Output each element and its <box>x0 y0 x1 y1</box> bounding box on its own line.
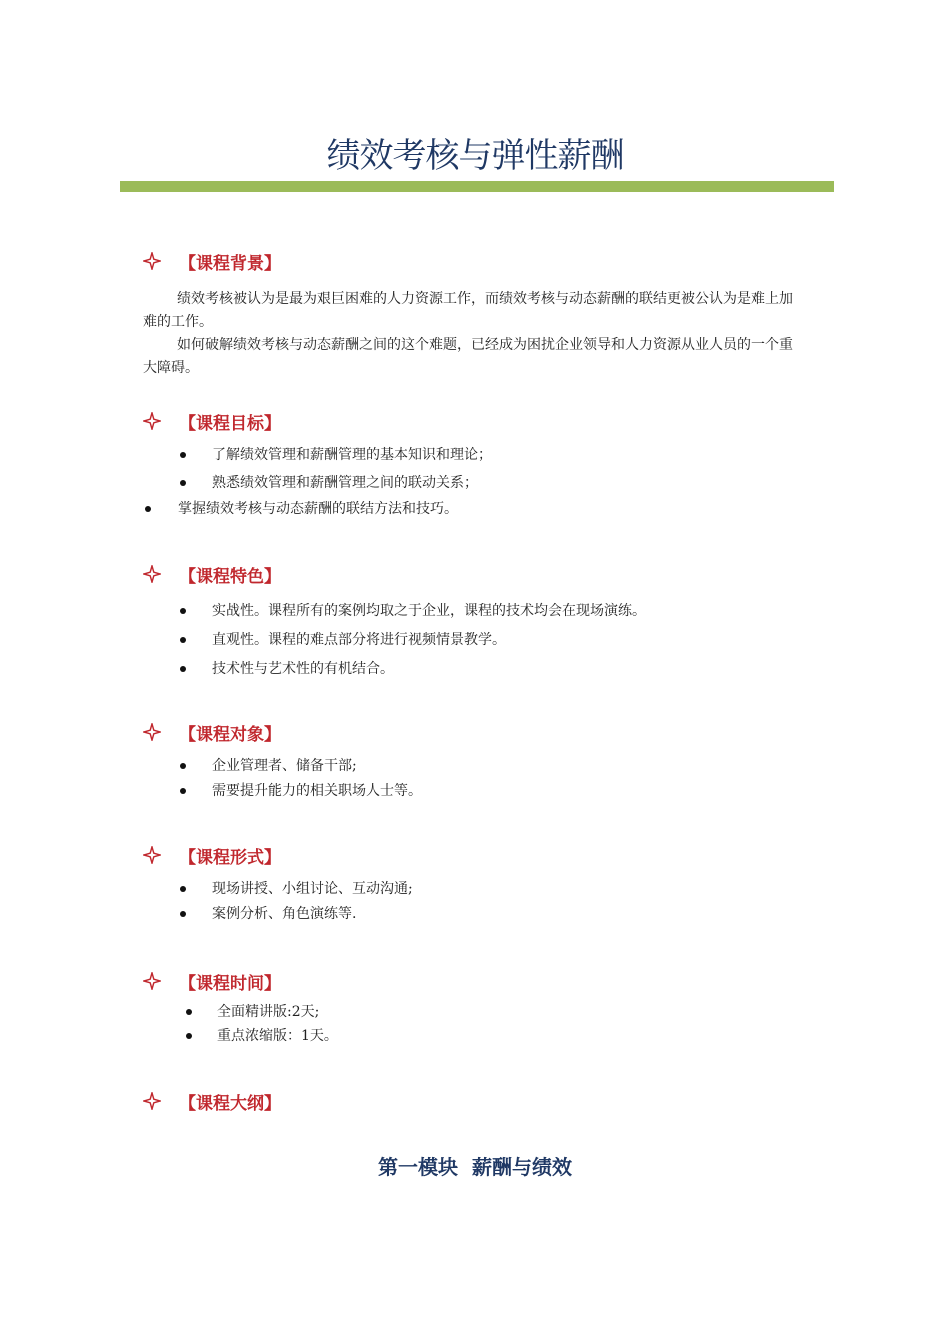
section-heading-background <box>143 249 281 273</box>
bullet-icon <box>180 637 186 643</box>
section-heading-label: 【课程对象】 <box>179 724 281 745</box>
page-title: 绩效考核与弹性薪酬 <box>326 136 624 176</box>
list-item: 全面精讲版:2天; <box>186 1009 192 1015</box>
module-number: 第一模块 <box>378 1155 458 1179</box>
four-point-star-icon <box>143 412 161 430</box>
four-point-star-icon <box>143 252 161 270</box>
list-item: 掌握绩效考核与动态薪酬的联结方法和技巧。 <box>145 506 151 512</box>
bullet-icon <box>145 506 151 512</box>
bullet-icon <box>180 608 186 614</box>
bullet-icon <box>186 1009 192 1015</box>
section-heading-label: 【课程背景】 <box>179 253 281 274</box>
section-heading-features <box>143 562 281 586</box>
paragraph: 绩效考核被认为是最为艰巨困难的人力资源工作，而绩效考核与动态薪酬的联结更被公认为是难上加难的工作。 <box>143 291 793 330</box>
module-name: 薪酬与绩效 <box>472 1155 572 1179</box>
list-item: 熟悉绩效管理和薪酬管理之间的联动关系； <box>180 480 186 486</box>
bullet-icon <box>180 452 186 458</box>
list-item: 企业管理者、储备干部; <box>180 763 186 769</box>
list-item: 需要提升能力的相关职场人士等。 <box>180 788 186 794</box>
bullet-icon <box>180 911 186 917</box>
bullet-icon <box>180 763 186 769</box>
section-heading-outline <box>143 1089 281 1113</box>
section-heading-duration <box>143 969 281 993</box>
bullet-icon <box>180 788 186 794</box>
list-item: 重点浓缩版：1天。 <box>186 1033 192 1039</box>
bullet-icon <box>186 1033 192 1039</box>
title-divider-bar <box>120 181 834 192</box>
bullet-icon <box>180 480 186 486</box>
section-heading-audience <box>143 720 281 744</box>
list-item: 现场讲授、小组讨论、互动沟通; <box>180 886 186 892</box>
four-point-star-icon <box>143 723 161 741</box>
section-heading-label: 【课程特色】 <box>179 566 281 587</box>
module-heading <box>0 1151 950 1180</box>
section-heading-format <box>143 843 281 867</box>
bullet-icon <box>180 886 186 892</box>
four-point-star-icon <box>143 972 161 990</box>
list-item: 了解绩效管理和薪酬管理的基本知识和理论； <box>180 452 186 458</box>
four-point-star-icon <box>143 1092 161 1110</box>
section-heading-label: 【课程大纲】 <box>179 1093 281 1114</box>
section-heading-label: 【课程时间】 <box>179 973 281 994</box>
bullet-icon <box>180 666 186 672</box>
list-item: 案例分析、角色演练等. <box>180 911 186 917</box>
paragraph: 如何破解绩效考核与动态薪酬之间的这个难题，已经成为困扰企业领导和人力资源从业人员的一个重大障碍。 <box>143 337 793 376</box>
background-text <box>143 288 803 380</box>
section-heading-label: 【课程形式】 <box>179 847 281 868</box>
list-item: 实战性。课程所有的案例均取之于企业，课程的技术均会在现场演练。 <box>180 608 186 614</box>
section-heading-label: 【课程目标】 <box>179 413 281 434</box>
list-item: 技术性与艺术性的有机结合。 <box>180 666 186 672</box>
four-point-star-icon <box>143 846 161 864</box>
list-item: 直观性。课程的难点部分将进行视频情景教学。 <box>180 637 186 643</box>
section-heading-goals <box>143 409 281 433</box>
four-point-star-icon <box>143 565 161 583</box>
